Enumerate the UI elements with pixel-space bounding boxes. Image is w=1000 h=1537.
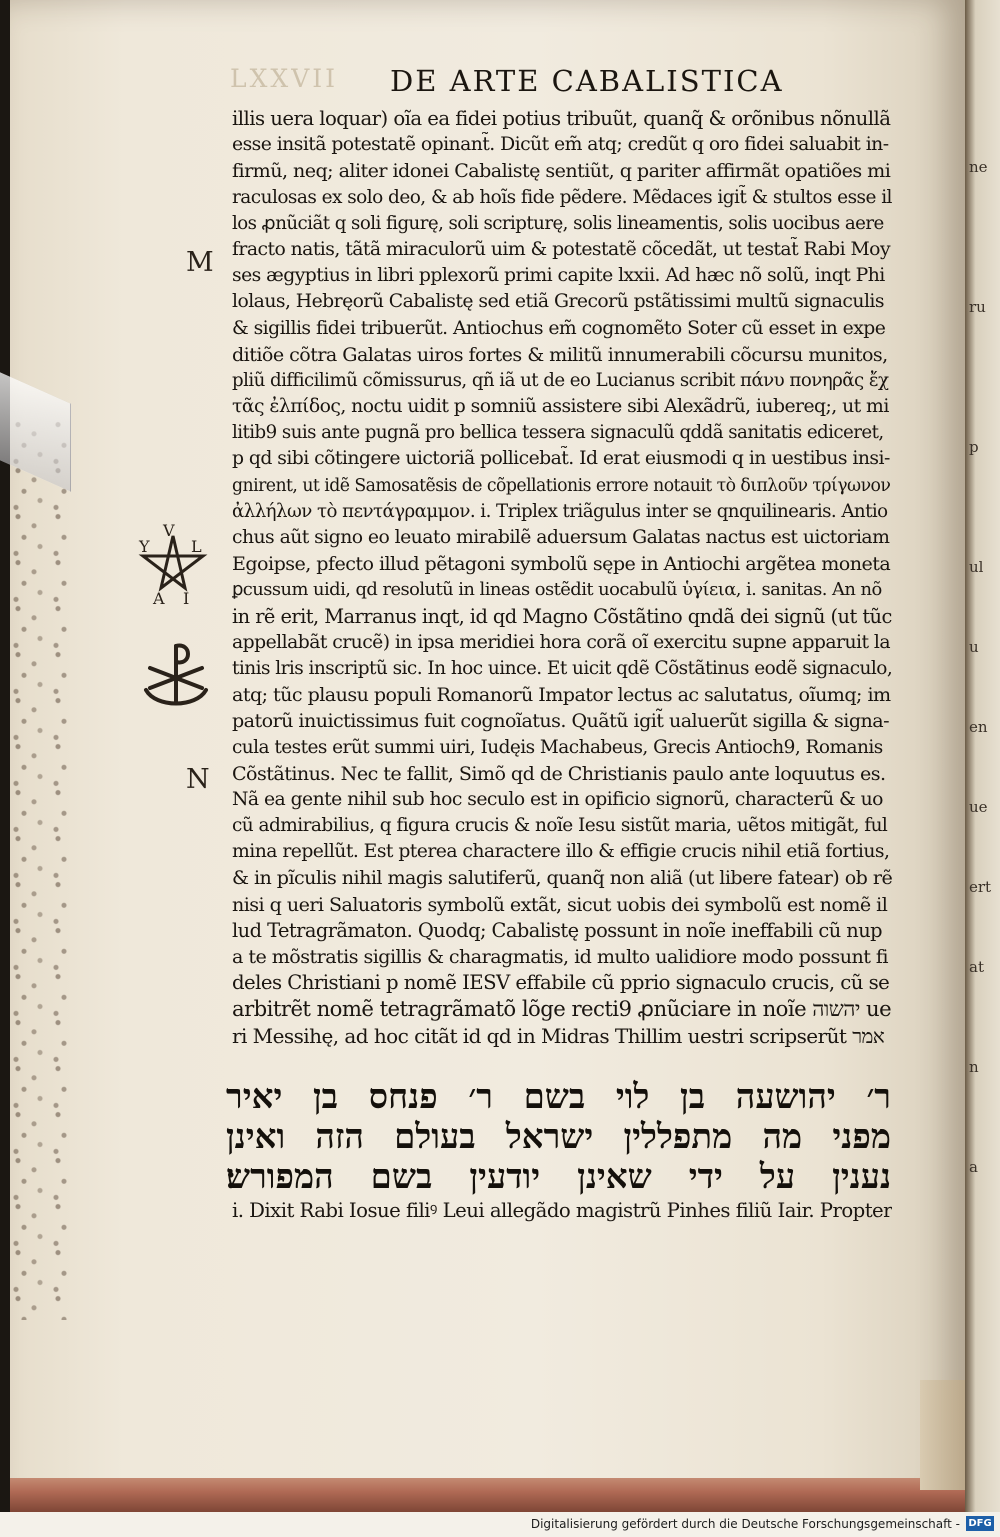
text-line: firmũ, neq; aliter idonei Cabalistę sentiũt, q pariter affirmãt opatiões mi [232, 159, 891, 183]
margin-initial-m: M [186, 247, 214, 278]
text-line: ἀλλήλων τὸ πεντάγραμμον. i. Triplex triãgulus inter se qnquilinearis. Antio [232, 500, 888, 522]
text-line: illis uera loquar) oĩa ea fidei potius tribuũt, quanq̃ & orõnibus nõnullã [232, 107, 891, 130]
text-line: p qd sibi cõtingere uictoriã pollicebat̃. Id erat eiusmodi q in uestibus insi- [232, 448, 890, 470]
text-line: fracto natis, tãtã miraculorũ uim & potestatẽ cõcedãt, ut testat̃ Rabi Moy [232, 238, 891, 260]
svg-text:V: V [163, 522, 175, 540]
text-line: ditiõe cõtra Galatas uiros fortes & militũ innumerabili cõcursu munitos, [232, 342, 888, 366]
next-page-fragment: ru [969, 298, 986, 316]
hebrew-line: ר׳ יהושעה בן לוי בשם ר׳ פנחס בן יאיר [226, 1078, 891, 1116]
running-head [230, 64, 890, 104]
text-line: esse insitã potestatẽ opinant̃. Dicũt em̃ atq; credũt q oro fidei saluabit in- [232, 134, 889, 156]
text-line: ses ægyptius in libri pplexorũ primi capite lxxii. Ad hæc nõ solũ, inqt Phi [232, 265, 885, 287]
text-line: & in pĩculis nihil magis salutiferũ, quanq̃ non aliã (ut libere fatear) ob rẽ [232, 866, 892, 890]
text-line: raculosas ex solo deo, & ab hoĩs fide pẽdere. Mẽdaces igit̃ & stultos esse il [232, 186, 892, 208]
text-line: ri Messihę, ad hoc citãt id qd in Midras Thillim uestri scripserũt אמר [232, 1023, 885, 1048]
dfg-logo-icon: DFG [966, 1516, 994, 1531]
text-line: patorũ inuictissimus fuit cognoĩatus. Quãtũ igit̃ ualuerũt sigilla & signa- [232, 709, 889, 733]
hebrew-line: נענין על ידי שאינן יודעין בשם המפורש׃ [226, 1158, 891, 1196]
hebrew-line: מפני מה מתפללין ישראל בעולם הזה ואינן [226, 1118, 891, 1156]
text-line: τᾶς ἐλπίδος, noctu uidit p somniũ assistere sibi Alexãdrũ, iubereq;, ut mi [232, 396, 889, 418]
next-page-fragment: ert [969, 878, 992, 896]
svg-text:A: A [153, 589, 165, 608]
text-line: litib9 suis ante pugnã pro bellica tessera signaculũ qddã sanitatis ediceret, [232, 422, 884, 444]
next-page-fragment: at [969, 958, 984, 976]
text-line: gnirent, ut idẽ Samosatẽsis de cõpellationis errore notauit τὸ διπλοῦν τρίγωνον [232, 475, 891, 496]
svg-text:Y: Y [139, 537, 150, 556]
red-page-edge [10, 1478, 965, 1512]
next-page-fragment: ne [969, 158, 988, 176]
text-line: atq; tũc plausu populi Romanorũ Impator lectus ac salutatus, oĩumq; im [232, 683, 891, 707]
svg-text:L: L [191, 537, 202, 556]
text-line: deles Christiani p nomẽ IESV effabile cũ pprio signaculo crucis, cũ se [232, 971, 890, 995]
text-line: chus aũt signo eo leuato mirabilẽ aduersum Galatas nactus est uictoriam [232, 527, 890, 548]
margin-initial-n: N [186, 764, 210, 795]
text-line: ꝑcussum uidi, qd resolutũ in lineas ostẽdit uocabulũ ὑγίεια, i. sanitas. An nõ [232, 579, 882, 601]
text-line: mina repellũt. Est pterea charactere illo & effigie crucis nihil etiã fortius, [232, 841, 890, 863]
text-line: appellabãt crucẽ) in ipsa meridiei hora corã oĩ exercitu supne apparuit la [232, 631, 890, 653]
next-page-fragment: a [969, 1158, 978, 1176]
text-line: Nã ea gente nihil sub hoc seculo est in opificio signorũ, characterũ & uo [232, 788, 883, 810]
folio-number-showthrough: LXXVII [230, 64, 339, 93]
text-line: nisi q ueri Saluatoris symbolũ extãt, sicut uobis dei symbolũ est nomẽ il [232, 892, 888, 916]
footer-bar [0, 1512, 1000, 1537]
next-page-strip [965, 0, 1000, 1512]
text-line: Cõstãtinus. Nec te fallit, Simõ qd de Christianis paulo ante loquutus es. [232, 761, 886, 785]
text-line: & sigillis fidei tribuerũt. Antiochus em̃ cognomẽto Soter cũ esset in expe [232, 317, 886, 339]
next-page-fragment: ul [969, 558, 984, 576]
main-text-block [232, 106, 892, 1049]
text-line: cũ admirabilius, q figura crucis & noĩe Iesu sistũt maria, uẽtos mitigãt, ful [232, 815, 888, 837]
text-line: arbitrẽt nomẽ tetragrãmatõ lõge recti9 ꝓnũciare in noĩe יהשוה ue [232, 996, 892, 1022]
text-line: cula testes erũt summi uiri, Iudęis Machabeus, Grecis Antioch9, Romanis [232, 736, 883, 758]
next-page-fragment: ue [969, 798, 988, 816]
pentagram-icon [133, 522, 213, 608]
text-line: tinis lris inscriptũ sic. In hoc uince. Et uicit qdẽ Cõstãtinus eodẽ signaculo, [232, 657, 892, 679]
text-line: a te mõstratis sigillis & charagmatis, id multo ualidiore modo possunt fi [232, 945, 888, 968]
text-line: pliũ difficilimũ cõmissurus, qñ iã ut de eo Lucianus scribit πάνυ πονηρᾶς ἔχ [232, 369, 889, 391]
page-title: DE ARTE CABALISTICA [390, 64, 784, 98]
text-line: Egoipse, pfecto illud pẽtagoni symbolũ sępe in Antiochi argẽtea moneta [232, 552, 891, 576]
svg-text:I: I [183, 589, 190, 608]
text-line: i. Dixit Rabi Iosue filiꝰ Leui allegãdo magistrũ Pinhes filiũ Iair. Propter [232, 1199, 892, 1222]
margin-foxing [10, 420, 70, 1320]
next-page-fragment: en [969, 718, 988, 736]
text-line: lolaus, Hebręorũ Cabalistę sed etiã Grecorũ pstãtissimi multũ signaculis [232, 291, 884, 313]
text-line: los ꝓnũciãt q soli figurę, soli scripturę, solis lineamentis, solis uocibus aere [232, 212, 884, 234]
next-page-fragment: u [969, 638, 979, 656]
funding-credit: Digitalisierung gefördert durch die Deutsche Forschungsgemeinschaft - [530, 1517, 960, 1531]
closing-text-block [232, 1198, 892, 1224]
text-line: lud Tetragrãmaton. Quodq; Cabalistę possunt in noĩe ineffabili cũ nup [232, 918, 882, 942]
next-page-fragment: n [969, 1058, 979, 1076]
chi-rho-anchor-icon [136, 632, 216, 712]
text-line: in rẽ erit, Marranus inqt, id qd Magno Cõstãtino qndã dei signũ (ut tũc [232, 604, 892, 628]
page-fore-edge [920, 1380, 968, 1490]
next-page-fragment: p [969, 438, 979, 456]
